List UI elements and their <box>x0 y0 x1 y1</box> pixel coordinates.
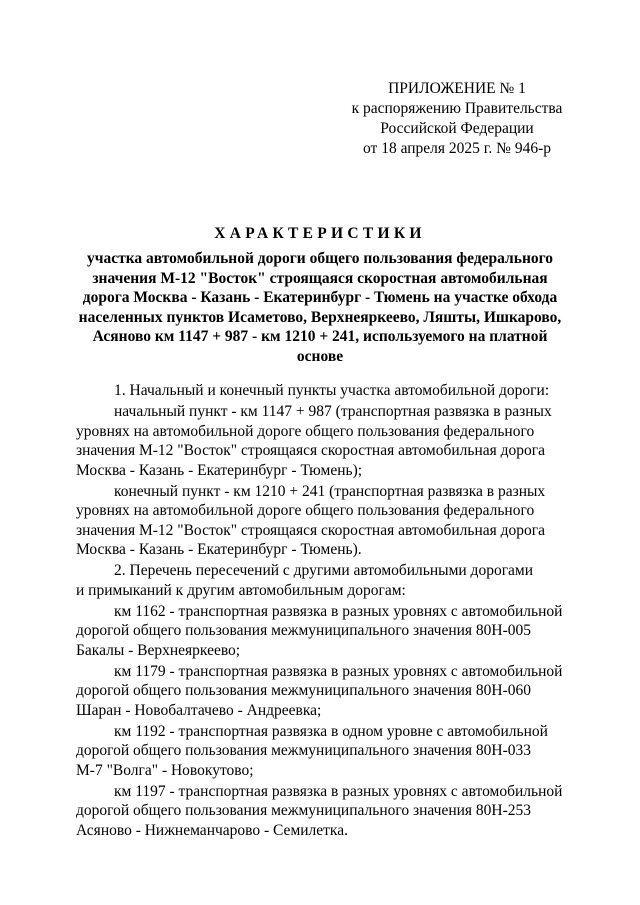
paragraph-km-1192: км 1192 - транспортная развязка в одном уровне с автомобильной дорогой общего пользования межмуниципального значения 80Н-033 М-7 "Волга" - Новокутово; <box>76 722 548 779</box>
document-title: ХАРАКТЕРИСТИКИ <box>214 225 426 242</box>
appendix-line-2: Российской Федерации <box>380 120 534 137</box>
document-subtitle: участка автомобильной дороги общего пользования федерального значения М-12 "Восток" строящаяся скоростная автомобильная дорога Москва - Казань - Екатеринбург - Тюмень на участке обхода населенных пунктов Исаметово, Верхнеяркеево, Ляшты, Ишкарово, Асяново км 1147 + 987 - км 1210 + 241, используемого на платной основе <box>78 250 562 365</box>
appendix-line-1: к распоряжению Правительства <box>351 100 563 117</box>
paragraph-km-1197: км 1197 - транспортная развязка в разных уровнях с автомобильной дорогой общего пользования межмуниципального значения 80Н-253 Асяново - Нижнеманчарово - Семилетка. <box>76 782 563 839</box>
paragraph-start-point: начальный пункт - км 1147 + 987 (транспортная развязка в разных уровнях на автомобильной дороге общего пользования федерального значения М-12 "Восток" строящаяся скоростная автомобильная дорога Москва - Казань - Екатеринбург - Тюмень); <box>76 403 552 479</box>
appendix-line-3: от 18 апреля 2025 г. № 946-р <box>363 140 551 157</box>
paragraph-section-2: 2. Перечень пересечений с другими автомобильными дорогами и примыканий к другим автомобильным дорогам: <box>76 562 534 599</box>
appendix-header <box>330 79 584 159</box>
paragraph-km-1162: км 1162 - транспортная развязка в разных уровнях с автомобильной дорогой общего пользования межмуниципального значения 80Н-005 Бакалы - Верхнеяркеево; <box>76 602 563 659</box>
paragraph-km-1179: км 1179 - транспортная развязка в разных уровнях с автомобильной дорогой общего пользования межмуниципального значения 80Н-060 Шаран - Новобалтачево - Андреевка; <box>76 662 563 719</box>
paragraph-section-1: 1. Начальный и конечный пункты участка автомобильной дороги: <box>114 382 550 399</box>
paragraph-end-point: конечный пункт - км 1210 + 241 (транспортная развязка в разных уровнях на автомобильной дороге общего пользования федерального значения М-12 "Восток" строящаяся скоростная автомобильная дорога Москва - Казань - Екатеринбург - Тюмень). <box>76 482 546 558</box>
document-body <box>76 381 564 842</box>
appendix-label: ПРИЛОЖЕНИЕ № 1 <box>388 80 526 97</box>
